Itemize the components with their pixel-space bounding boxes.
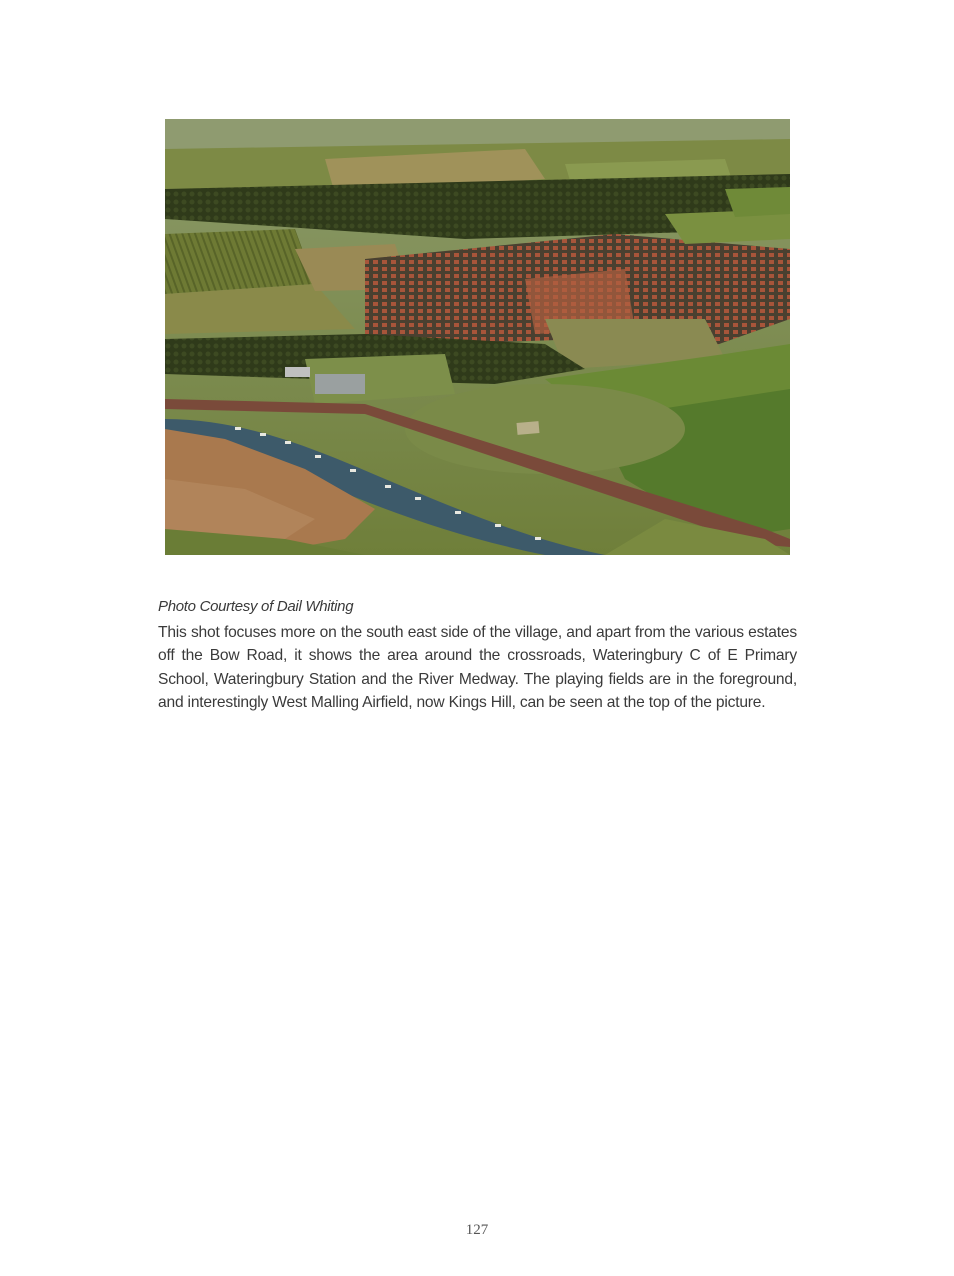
photo-credit-caption: Photo Courtesy of Dail Whiting — [158, 598, 354, 615]
aerial-photo-image — [165, 119, 790, 555]
description-paragraph: This shot focuses more on the south east side of the village, and apart from the various estates off the Bow Road, it shows the area around the crossroads, Wateringbury C of E Primary School, Wateringbury Station and the River Medway. The playing fields are in the foreground, and interestingly West Malling Airfield, now Kings Hill, can be seen at the top of the picture. — [158, 624, 797, 711]
page-number: 127 — [465, 1222, 489, 1238]
aerial-photo — [165, 119, 790, 555]
